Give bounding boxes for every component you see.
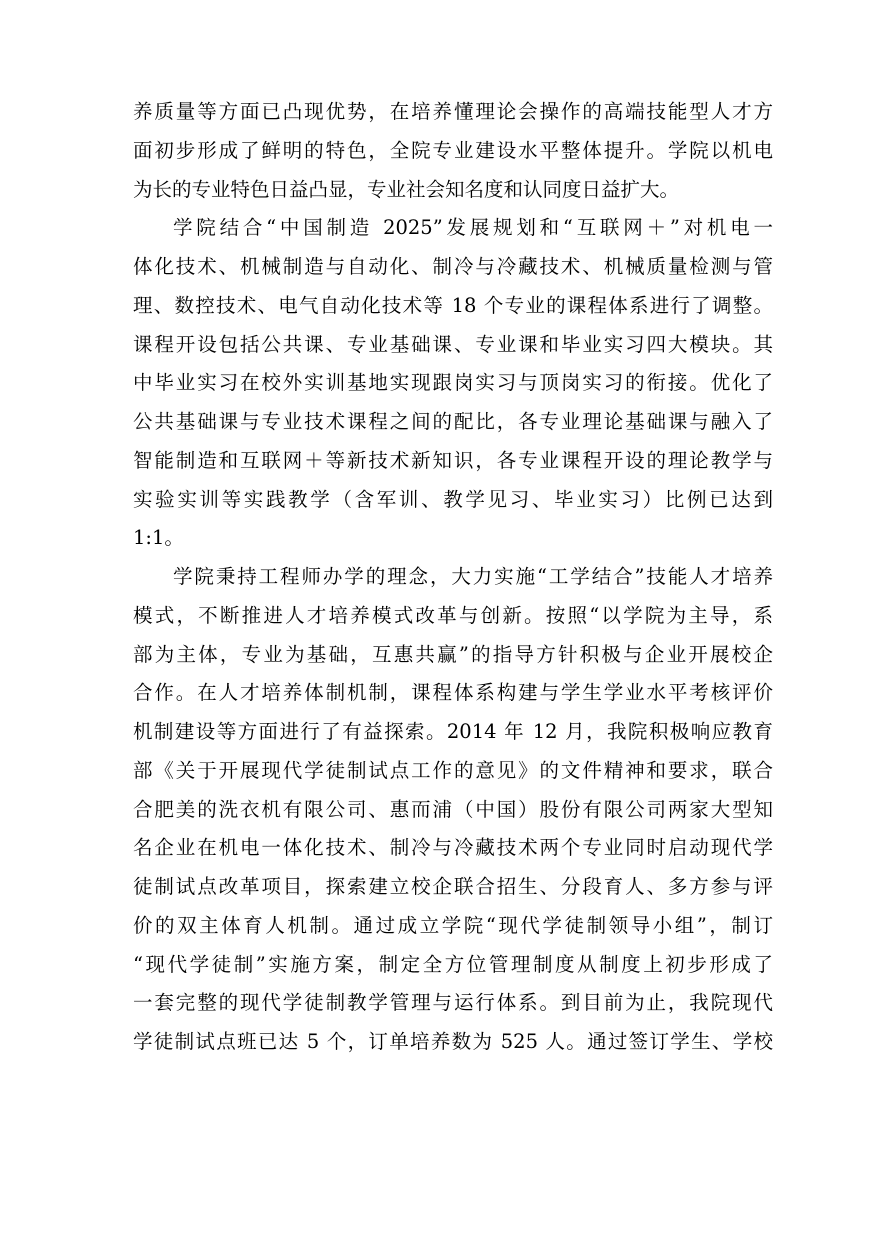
p1-line-1: 养质量等方面已凸现优势，在培养懂理论会操作的高端技能型人才方 <box>133 100 773 123</box>
p2-line-5: 中毕业实习在校外实训基地实现跟岗实习与顶岗实习的衔接。优化了 <box>133 371 773 395</box>
p2-line-1: 学院结合“中国制造 2025”发展规划和“互联网＋”对机电一 <box>173 216 773 240</box>
p1-line-2: 面初步形成了鲜明的特色，全院专业建设水平整体提升。学院以机电 <box>133 138 773 162</box>
p3-line-11: “现代学徒制”实施方案，制定全方位管理制度从制度上初步形成了 <box>133 952 773 976</box>
p3-line-5: 机制建设等方面进行了有益探索。2014 年 12 月，我院积极响应教育 <box>133 720 773 743</box>
p3-line-10: 价的双主体育人机制。通过成立学院“现代学徒制领导小组”，制订 <box>133 913 773 937</box>
p1-line-3: 为长的专业特色日益凸显，专业社会知名度和认同度日益扩大。 <box>133 177 680 201</box>
p2-line-6: 公共基础课与专业技术课程之间的配比，各专业理论基础课与融入了 <box>133 410 773 433</box>
p3-line-6: 部《关于开展现代学徒制试点工作的意见》的文件精神和要求，联合 <box>133 758 773 782</box>
p2-line-8: 实验实训等实践教学（含军训、教学见习、毕业实习）比例已达到 <box>133 487 773 511</box>
p3-line-12: 一套完整的现代学徒制教学管理与运行体系。到目前为止，我院现代 <box>133 991 773 1015</box>
body-text <box>133 93 773 1062</box>
p2-line-2: 体化技术、机械制造与自动化、制冷与冷藏技术、机械质量检测与管 <box>133 255 773 278</box>
p3-line-7: 合肥美的洗衣机有限公司、惠而浦（中国）股份有限公司两家大型知 <box>133 797 773 821</box>
p2-line-4: 课程开设包括公共课、专业基础课、专业课和毕业实习四大模块。其 <box>133 332 773 356</box>
p2-line-3: 理、数控技术、电气自动化技术等 18 个专业的课程体系进行了调整。 <box>133 293 773 317</box>
p3-line-2: 模式，不断推进人才培养模式改革与创新。按照“以学院为主导，系 <box>133 603 773 627</box>
p3-line-9: 徒制试点改革项目，探索建立校企联合招生、分段育人、多方参与评 <box>133 875 773 898</box>
p3-line-13: 学徒制试点班已达 5 个，订单培养数为 525 人。通过签订学生、学校 <box>133 1030 773 1053</box>
p2-line-7: 智能制造和互联网＋等新技术新知识，各专业课程开设的理论教学与 <box>133 448 773 472</box>
p3-line-1: 学院秉持工程师办学的理念，大力实施“工学结合”技能人才培养 <box>173 565 773 588</box>
p3-line-4: 合作。在人才培养体制机制，课程体系构建与学生学业水平考核评价 <box>133 681 773 705</box>
p3-line-3: 部为主体，专业为基础，互惠共赢”的指导方针积极与企业开展校企 <box>133 642 773 666</box>
p2-line-9: 1:1。 <box>133 526 184 550</box>
p3-line-8: 名企业在机电一体化技术、制冷与冷藏技术两个专业同时启动现代学 <box>133 836 773 860</box>
